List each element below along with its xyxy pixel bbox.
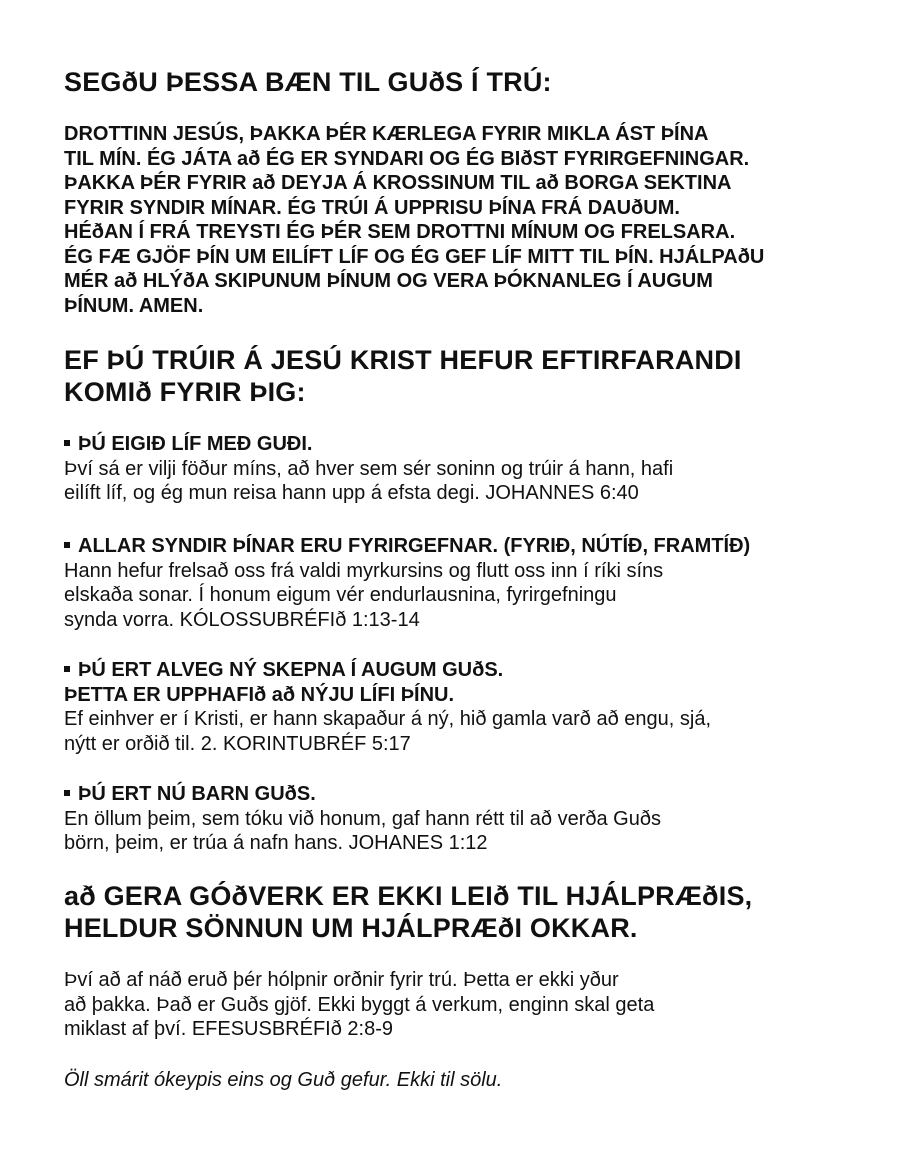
- bullet-icon: [64, 666, 70, 672]
- prayer-line: FYRIR SYNDIR MÍNAR. ÉG TRÚI Á UPPRISU ÞÍNA FRÁ DAUðUM.: [64, 196, 680, 219]
- believer-heading: [64, 344, 864, 408]
- point-title: ÞÚ ERT ALVEG NÝ SKEPNA Í AUGUM GUðS.: [64, 658, 864, 683]
- bullet-icon: [64, 790, 70, 796]
- bullet-icon: [64, 440, 70, 446]
- prayer-line: DROTTINN JESÚS, ÞAKKA ÞÉR KÆRLEGA FYRIR MIKLA ÁST ÞÍNA: [64, 123, 709, 145]
- point-title: ÞÚ EIGIÐ LÍF MEÐ GUÐI.: [64, 432, 864, 457]
- prayer-line: ÞÍNUM. AMEN.: [64, 294, 204, 317]
- believer-heading-line: EF ÞÚ TRÚIR Á JESÚ KRIST HEFUR EFTIRFARANDI: [64, 345, 742, 375]
- point-text: Hann hefur frelsað oss frá valdi myrkursins og flutt oss inn í ríki síns: [64, 559, 664, 582]
- point-title: ALLAR SYNDIR ÞÍNAR ERU FYRIRGEFNAR. (FYRIÐ, NÚTÍÐ, FRAMTÍÐ): [64, 534, 864, 559]
- good-works-heading-line: að GERA GÓðVERK ER EKKI LEIð TIL HJÁLPRÆðIS,: [64, 881, 753, 911]
- prayer-line: TIL MÍN. ÉG JÁTA að ÉG ER SYNDARI OG ÉG BIðST FYRIRGEFNINGAR.: [64, 147, 750, 170]
- bullet-icon: [64, 542, 70, 548]
- point-text: nýtt er orðið til. 2. KORINTUBRÉF 5:17: [64, 732, 411, 755]
- point-text: Ef einhver er í Kristi, er hann skapaður á ný, hið gamla varð að engu, sjá,: [64, 708, 712, 730]
- grace-line: Því að af náð eruð þér hólpnir orðnir fyrir trú. Þetta er ekki yður: [64, 969, 619, 991]
- prayer-heading: [64, 66, 864, 98]
- footer-text: Öll smárit ókeypis eins og Guð gefur. Ekki til sölu.: [64, 1069, 503, 1091]
- grace-line: miklast af því. EFESUSBRÉFIð 2:8-9: [64, 1018, 393, 1040]
- point-text: synda vorra. KÓLOSSUBRÉFIð 1:13-14: [64, 608, 420, 631]
- grace-text: [64, 968, 864, 1042]
- point-text: elskaða sonar. Í honum eigum vér endurlausnina, fyrirgefningu: [64, 584, 617, 606]
- good-works-heading-line: HELDUR SÖNNUN UM HJÁLPRÆðI OKKAR.: [64, 913, 638, 943]
- footer-note: [64, 1068, 864, 1092]
- point-text: eilíft líf, og ég mun reisa hann upp á efsta degi. JOHANNES 6:40: [64, 482, 639, 504]
- point-text: Því sá er vilji föður míns, að hver sem sér soninn og trúir á hann, hafi: [64, 457, 674, 480]
- point-text: En öllum þeim, sem tóku við honum, gaf hann rétt til að verða Guðs: [64, 807, 661, 830]
- believer-heading-line: KOMIð FYRIR ÞIG:: [64, 377, 306, 407]
- point-forgiven: [64, 534, 864, 632]
- good-works-heading: [64, 880, 864, 944]
- prayer-line: ÞAKKA ÞÉR FYRIR að DEYJA Á KROSSINUM TIL að BORGA SEKTINA: [64, 172, 732, 194]
- point-title: ÞÚ ERT NÚ BARN GUðS.: [64, 782, 864, 807]
- prayer-line: MÉR að HLÝðA SKIPUNUM ÞÍNUM OG VERA ÞÓKNANLEG Í AUGUM: [64, 270, 713, 292]
- point-child-of-god: [64, 782, 864, 856]
- point-text: börn, þeim, er trúa á nafn hans. JOHANES 1:12: [64, 832, 488, 854]
- point-new-creation: [64, 658, 864, 756]
- point-eternal-life: [64, 432, 864, 506]
- prayer-text: [64, 122, 864, 318]
- prayer-heading-text: SEGðU ÞESSA BÆN TIL GUðS Í TRÚ:: [64, 67, 552, 97]
- point-title: ÞETTA ER UPPHAFIð að NÝJU LÍFI ÞÍNU.: [64, 683, 455, 706]
- prayer-line: HÉðAN Í FRÁ TREYSTI ÉG ÞÉR SEM DROTTNI MÍNUM OG FRELSARA.: [64, 221, 736, 243]
- prayer-line: ÉG FÆ GJÖF ÞÍN UM EILÍFT LÍF OG ÉG GEF LÍF MITT TIL ÞÍN. HJÁLPAðU: [64, 245, 765, 268]
- grace-line: að þakka. Það er Guðs gjöf. Ekki byggt á verkum, enginn skal geta: [64, 993, 655, 1016]
